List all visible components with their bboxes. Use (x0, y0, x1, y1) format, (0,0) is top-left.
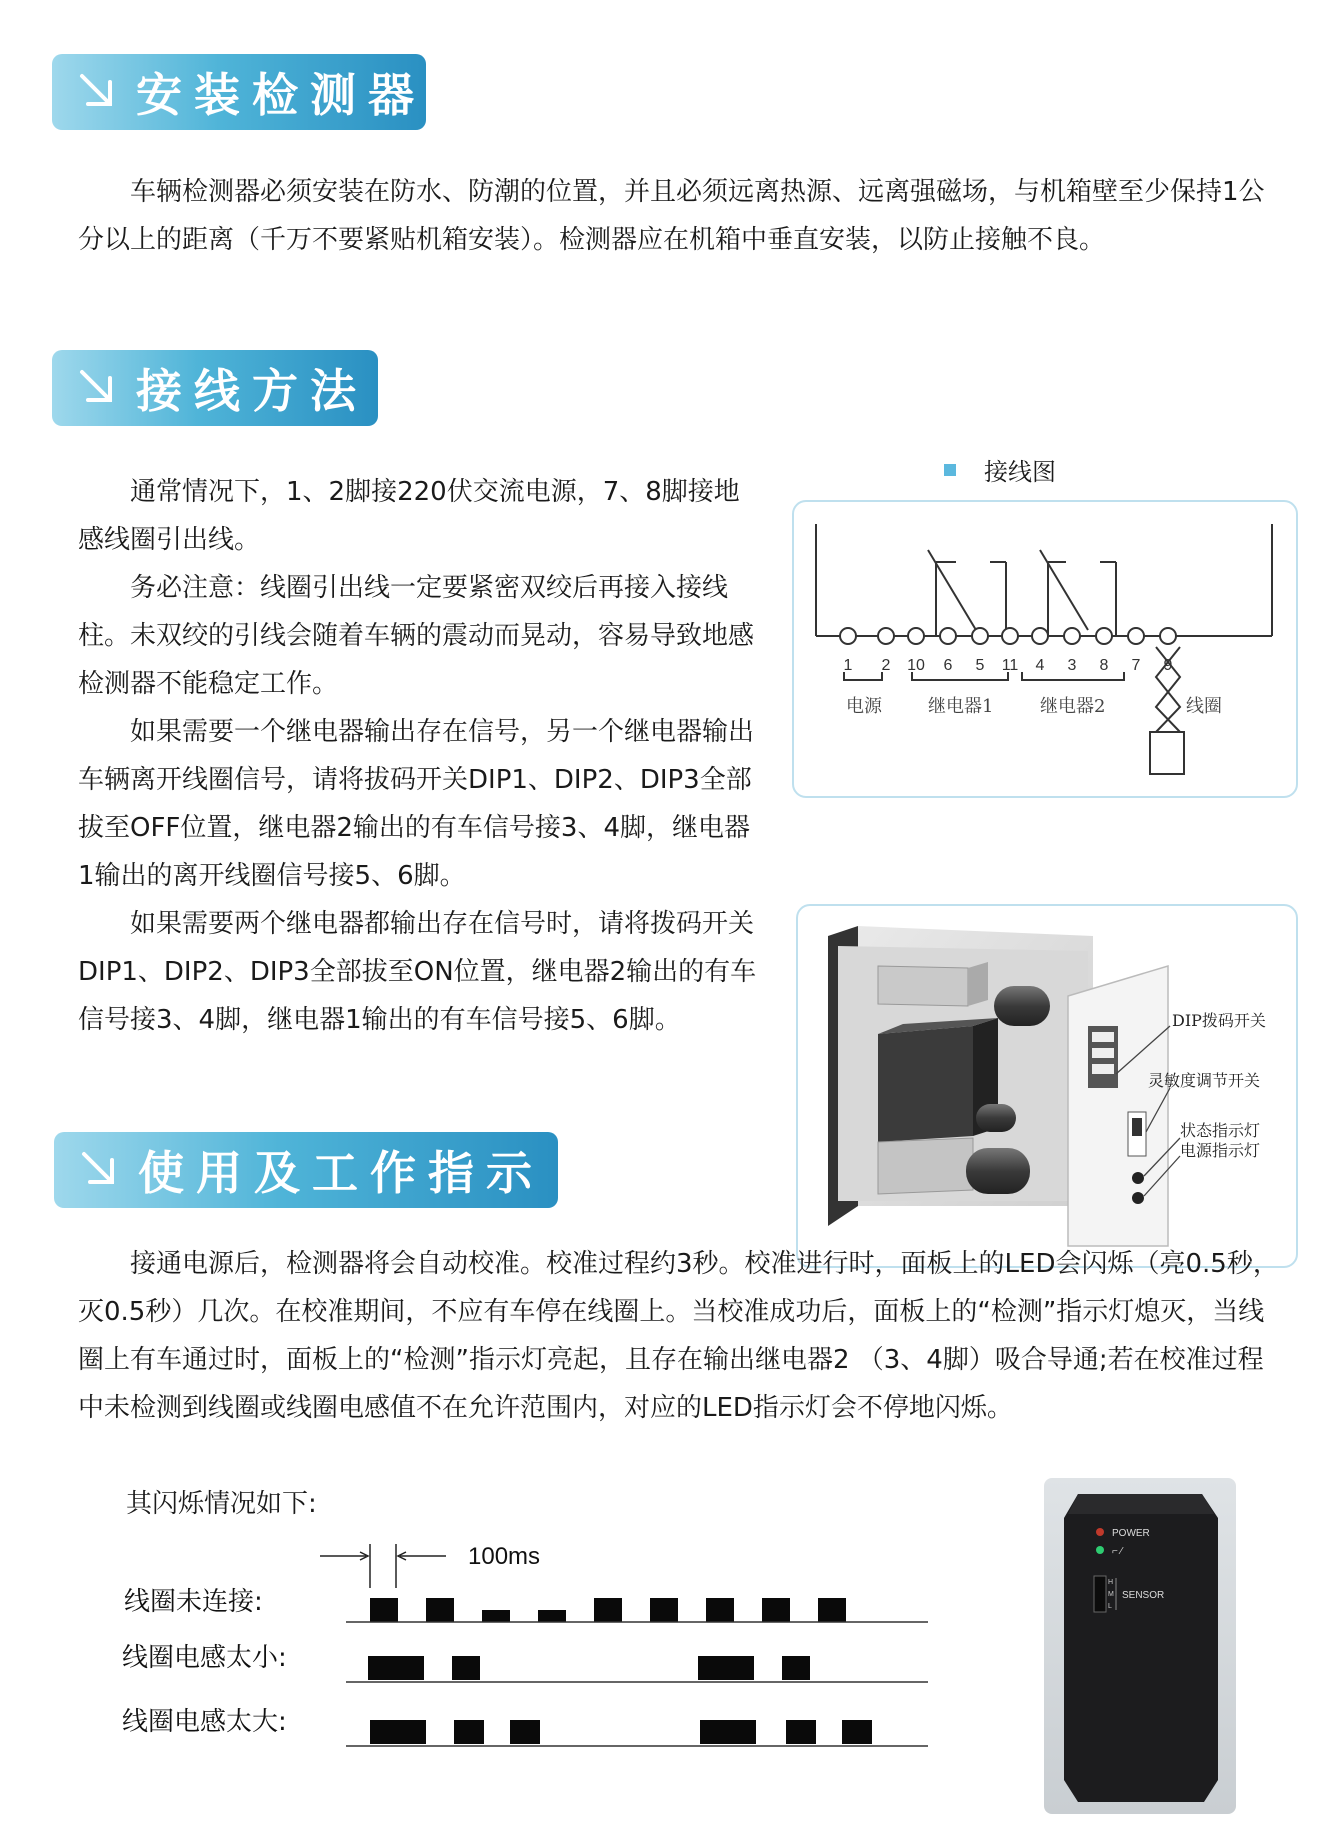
wiring-text (78, 468, 764, 1044)
group-label-relay2: 继电器2 (1040, 696, 1106, 717)
wiring-paragraph: 务必注意：线圈引出线一定要紧密双绞后再接入接线柱。未双绞的引线会随着车辆的震动而晃动，容易导致地感检测器不能稳定工作。 (78, 573, 755, 699)
section-header-usage (54, 1132, 558, 1208)
power-label: POWER (1112, 1528, 1150, 1539)
detect-led-icon (1096, 1546, 1104, 1554)
terminal-pin-label: 8 (1099, 657, 1109, 674)
switch-mark: M (1108, 1591, 1114, 1598)
flash-intro: 其闪烁情况如下: (126, 1489, 317, 1519)
terminal-pin-label: 2 (881, 657, 891, 674)
flash-timing-diagram (110, 1532, 940, 1752)
terminal-pin (1160, 628, 1176, 644)
wiring-diagram-caption: 接线图 (944, 452, 1056, 487)
terminal-pin (972, 628, 988, 644)
timing-row-label: 线圈电感太大: (122, 1707, 287, 1737)
switch-mark: L (1108, 1603, 1112, 1610)
terminal-pin (1032, 628, 1048, 644)
switch-mark: H (1108, 1579, 1114, 1586)
timing-svg (110, 1532, 940, 1752)
terminal-pin (1096, 628, 1112, 644)
section-title: 接线方法 (136, 364, 368, 418)
terminal-pin (940, 628, 956, 644)
panel-svg (1044, 1478, 1236, 1814)
arrow-down-right-icon (70, 362, 122, 414)
section-title: 使用及工作指示 (138, 1146, 544, 1200)
group-label-power: 电源 (846, 696, 882, 717)
terminal-pin-label: 10 (907, 657, 925, 674)
arrow-down-right-icon (70, 66, 122, 118)
detect-label: ⌐ ⁄ (1112, 1546, 1123, 1557)
label-power-led: 电源指示灯 (1180, 1141, 1261, 1160)
sensor-label: SENSOR (1122, 1590, 1165, 1601)
label-status-led: 状态指示灯 (1180, 1121, 1261, 1140)
section-header-wiring (52, 350, 378, 426)
section-title: 安装检测器 (136, 68, 426, 122)
terminal-pin-label: 6 (943, 657, 953, 674)
panel-photo (1044, 1478, 1236, 1814)
terminal-pin (878, 628, 894, 644)
power-led-icon (1096, 1528, 1104, 1536)
wiring-paragraph: 如果需要一个继电器输出存在信号，另一个继电器输出车辆离开线圈信号，请将拔码开关DIP1、DIP2、DIP3全部拔至OFF位置，继电器2输出的有车信号接3、4脚，继电器1输出的离开线圈信号接5、6脚。 (78, 717, 755, 891)
group-label-coil: 线圈 (1186, 696, 1222, 717)
terminal-pin-label: 5 (975, 657, 985, 674)
timing-row-label: 线圈未连接: (124, 1587, 263, 1617)
terminal-pin-label: 7 (1131, 657, 1141, 674)
terminal-pin (1128, 628, 1144, 644)
group-label-relay1: 继电器1 (928, 696, 994, 717)
terminal-pin (1002, 628, 1018, 644)
section-header-install (52, 54, 426, 130)
terminal-pin-label: 4 (1035, 657, 1045, 674)
terminal-pin-label: 1 (843, 657, 853, 674)
wiring-diagram (792, 500, 1298, 798)
terminal-pin (1064, 628, 1080, 644)
terminal-pin-label: 9 (1163, 657, 1173, 674)
terminal-pin-label: 11 (1001, 657, 1019, 674)
board-diagram-svg (798, 906, 1296, 1266)
wiring-paragraph: 如果需要两个继电器都输出存在信号时，请将拨码开关DIP1、DIP2、DIP3全部拔至ON位置，继电器2输出的有车信号接3、4脚，继电器1输出的有车信号接5、6脚。 (78, 909, 757, 1035)
wiring-diagram-svg (794, 502, 1296, 796)
wiring-paragraph: 通常情况下，1、2脚接220伏交流电源，7、8脚接地感线圈引出线。 (78, 477, 740, 555)
arrow-down-right-icon (72, 1144, 124, 1196)
label-dip-switch: DIP拨码开关 (1172, 1011, 1266, 1030)
terminal-pin (908, 628, 924, 644)
terminal-pins (840, 628, 1176, 674)
board-diagram (796, 904, 1298, 1268)
sensor-switch (1094, 1576, 1106, 1612)
label-sensitivity-switch: 灵敏度调节开关 (1148, 1071, 1261, 1090)
usage-text: 接通电源后，检测器将会自动校准。校准过程约3秒。校准进行时，面板上的LED会闪烁（亮0.5秒，灭0.5秒）几次。在校准期间，不应有车停在线圈上。当校准成功后，面板上的“检测”指示灯熄灭，当线圈上有车通过时，面板上的“检测”指示灯亮起，且存在输出继电器2 （3、4脚）吸合导通;若在校准过程中未检测到线圈或线圈电感值不在允许范围内，对应的LED指示灯会不停地闪烁。 (78, 1249, 1279, 1423)
terminal-pin-label: 3 (1067, 657, 1077, 674)
terminal-pin (840, 628, 856, 644)
square-bullet-icon (944, 464, 956, 476)
timing-row-label: 线圈电感太小: (122, 1643, 287, 1673)
interval-label: 100ms (468, 1543, 541, 1570)
install-text: 车辆检测器必须安装在防水、防潮的位置，并且必须远离热源、远离强磁场，与机箱壁至少保持1公分以上的距离（千万不要紧贴机箱安装）。检测器应在机箱中垂直安装，以防止接触不良。 (78, 177, 1265, 255)
